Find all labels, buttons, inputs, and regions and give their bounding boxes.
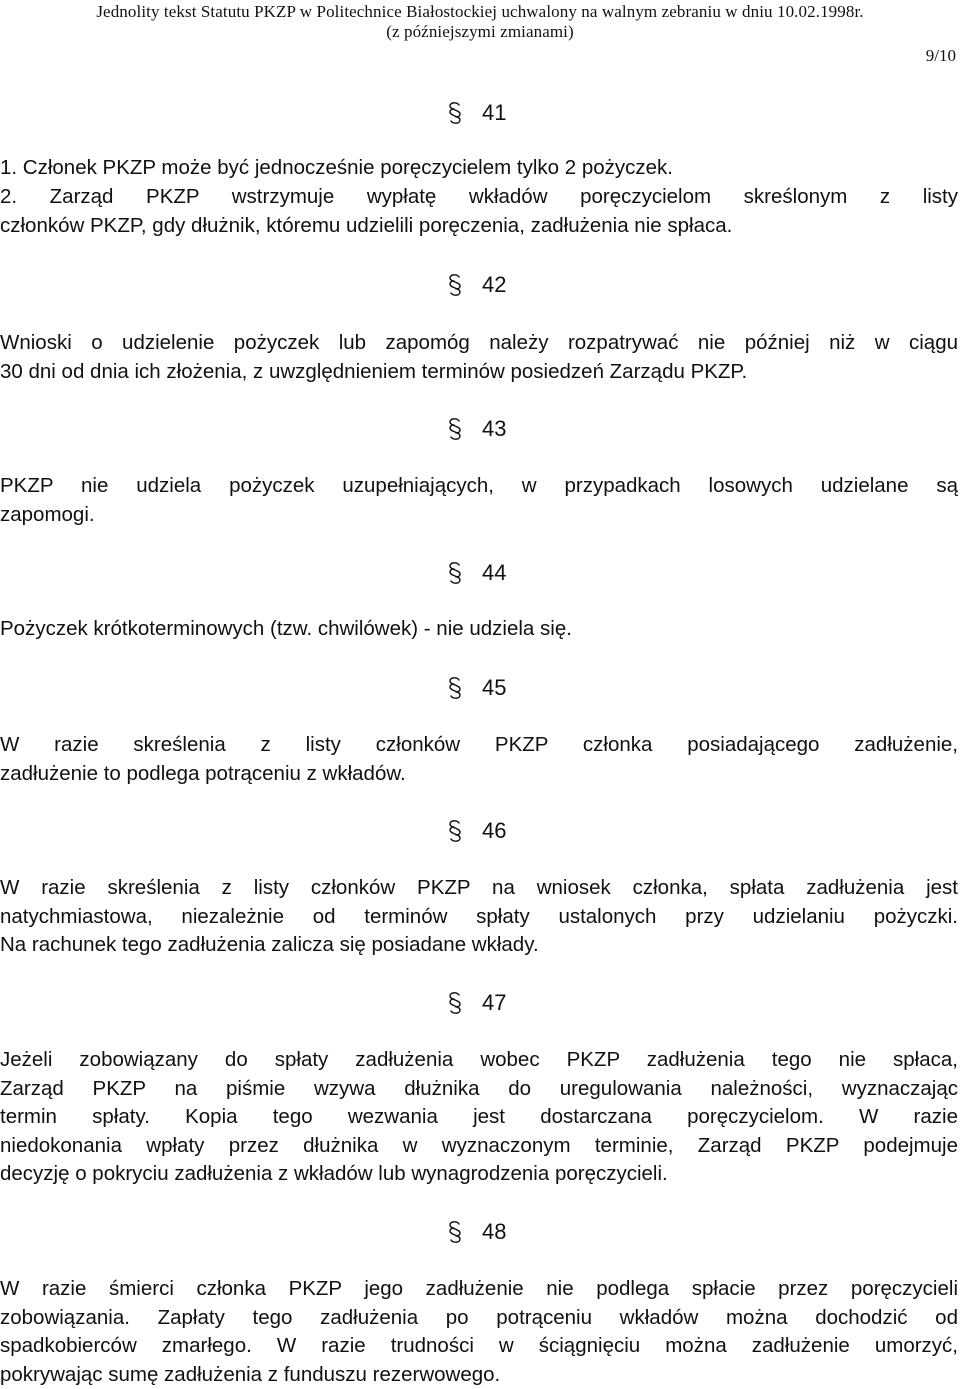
list-item-line: 2. Zarząd PKZP wstrzymuje wypłatę wkładów poręczycielom skreślonym z listy	[0, 185, 958, 208]
section-sign-icon	[442, 1219, 468, 1245]
paragraph-line: Na rachunek tego zadłużenia zalicza się posiadane wkłady.	[0, 933, 539, 957]
paragraph-line: spadkobierców zmarłego. W razie trudności w ściągnięciu można zadłużenie umorzyć,	[0, 1334, 958, 1358]
paragraph	[0, 874, 958, 960]
paragraph-line: termin spłaty. Kopia tego wezwania jest dostarczana poręczycielom. W razie	[0, 1105, 958, 1129]
list-item-line: członków PKZP, gdy dłużnik, któremu udzielili poręczenia, zadłużenia nie spłaca.	[0, 213, 733, 237]
list-item	[0, 154, 958, 183]
section-sign-icon	[442, 416, 468, 442]
paragraph-line: 30 dni od dnia ich złożenia, z uwzględnieniem terminów posiedzeń Zarządu PKZP.	[0, 359, 748, 383]
header-subtitle: (z późniejszymi zmianami)	[386, 22, 574, 41]
section-number: 42	[482, 272, 507, 297]
paragraph-line: natychmiastowa, niezależnie od terminów spłaty ustalonych przy udzielaniu pożyczki.	[0, 904, 958, 928]
section-number: 48	[482, 1219, 507, 1244]
section-number: 41	[482, 100, 507, 125]
paragraph	[0, 731, 958, 788]
paragraph-line: W razie skreślenia z listy członków PKZP na wniosek członka, spłata zadłużenia jest	[0, 876, 958, 899]
paragraph-line: decyzję o pokryciu zadłużenia z wkładów lub wynagrodzenia poręczycieli.	[0, 1162, 668, 1186]
paragraph-line: Zarząd PKZP na piśmie wzywa dłużnika do uregulowania należności, wyznaczając	[0, 1076, 958, 1100]
paragraph	[0, 472, 958, 529]
section-number: 46	[482, 818, 507, 843]
page-number: 9/10	[925, 46, 956, 65]
paragraph	[0, 615, 958, 644]
section-sign-icon	[442, 818, 468, 844]
header-title: Jednolity tekst Statutu PKZP w Politechnice Białostockiej uchwalony na walnym zebraniu w dniu 10.02.1998r.	[96, 2, 864, 21]
list-item-line: 1. Członek PKZP może być jednocześnie poręczycielem tylko 2 pożyczek.	[0, 156, 674, 179]
paragraph-line: zobowiązania. Zapłaty tego zadłużenia po potrąceniu wkładów można dochodzić od	[0, 1305, 958, 1329]
paragraph	[0, 1275, 958, 1389]
section-number: 45	[482, 675, 507, 700]
document-header	[0, 2, 960, 42]
section-heading-44	[442, 558, 506, 588]
section-heading-41	[442, 98, 506, 128]
section-sign-icon	[442, 100, 468, 126]
paragraph-line: W razie śmierci członka PKZP jego zadłużenie nie podlega spłacie przez poręczycieli	[0, 1277, 958, 1300]
section-heading-47	[442, 988, 506, 1018]
section-sign-icon	[442, 990, 468, 1016]
section-heading-43	[442, 414, 506, 444]
paragraph	[0, 1046, 958, 1189]
paragraph-line: Pożyczek krótkoterminowych (tzw. chwilówek) - nie udziela się.	[0, 617, 572, 640]
section-heading-48	[442, 1217, 506, 1247]
paragraph-line: W razie skreślenia z listy członków PKZP członka posiadającego zadłużenie,	[0, 733, 958, 756]
section-heading-42	[442, 270, 506, 300]
section-number: 47	[482, 990, 507, 1015]
section-sign-icon	[442, 675, 468, 701]
paragraph-line: zapomogi.	[0, 502, 95, 526]
section-heading-46	[442, 816, 506, 846]
list-item	[0, 183, 958, 240]
section-number: 43	[482, 416, 507, 441]
paragraph-line: niedokonania wpłaty przez dłużnika w wyznaczonym terminie, Zarząd PKZP podejmuje	[0, 1133, 958, 1157]
section-sign-icon	[442, 560, 468, 586]
section-number: 44	[482, 560, 507, 585]
paragraph-line: Wnioski o udzielenie pożyczek lub zapomóg należy rozpatrywać nie później niż w ciągu	[0, 331, 958, 354]
paragraph-line: Jeżeli zobowiązany do spłaty zadłużenia wobec PKZP zadłużenia tego nie spłaca,	[0, 1048, 958, 1071]
section-sign-icon	[442, 272, 468, 298]
paragraph-line: zadłużenie to podlega potrąceniu z wkładów.	[0, 761, 406, 785]
section-heading-45	[442, 673, 506, 703]
paragraph-line: pokrywając sumę zadłużenia z funduszu rezerwowego.	[0, 1362, 501, 1386]
paragraph-line: PKZP nie udziela pożyczek uzupełniających, w przypadkach losowych udzielane są	[0, 474, 958, 497]
paragraph	[0, 329, 958, 386]
